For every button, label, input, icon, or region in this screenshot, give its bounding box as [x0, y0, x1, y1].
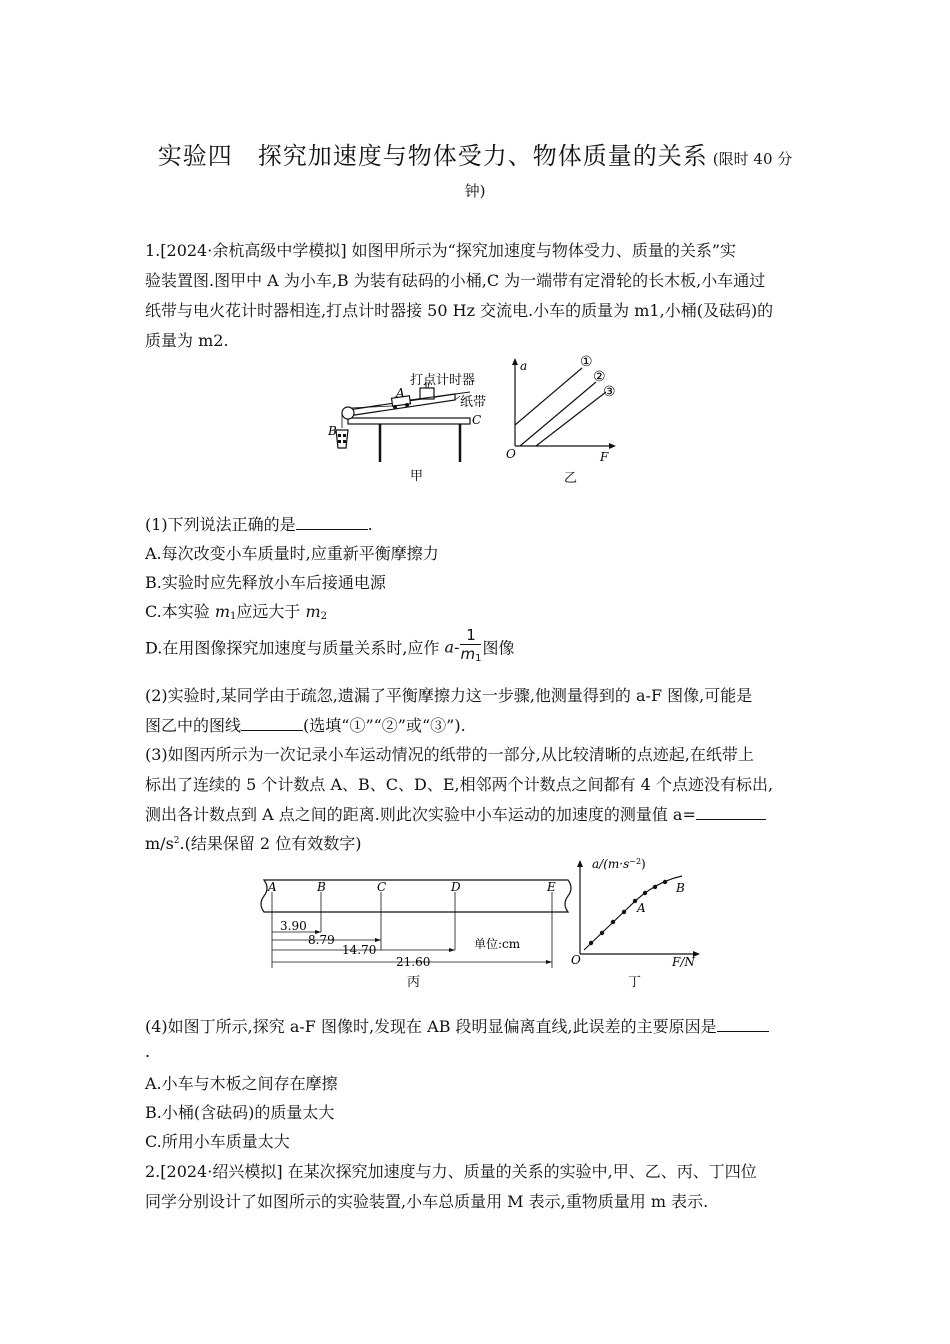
q1-sub2-line-2: 图乙中的图线 (选填“①”“②”或“③”).: [145, 716, 466, 735]
q1-sub1-option-b: B.实验时应先释放小车后接通电源: [145, 573, 386, 592]
title-main: 实验四 探究加速度与物体受力、物体质量的关系: [157, 142, 708, 170]
answer-blank-1[interactable]: [296, 513, 368, 530]
table-top: [348, 418, 470, 424]
label-B: B: [328, 424, 337, 438]
distance-4: 21.60: [396, 955, 431, 969]
q1-sub4-line-2: .: [145, 1042, 151, 1061]
title-time-limit-cont: 钟): [464, 182, 486, 200]
answer-blank-2[interactable]: [241, 714, 303, 731]
answer-blank-4[interactable]: [717, 1015, 769, 1032]
q1-sub1-stem: [145, 512, 373, 535]
graph-line-2: [520, 382, 596, 446]
q2-line-1: 2.[2024·绍兴模拟] 在某次探究加速度与力、质量的关系的实验中,甲、乙、丙、丁四位: [145, 1162, 757, 1181]
graph-yi-axis-F: F: [600, 450, 609, 464]
q1-sub4-line-1: (4)如图丁所示,探究 a-F 图像时,发现在 AB 段明显偏离直线,此误差的主要原因是: [145, 1014, 769, 1037]
tape-point-A: A: [268, 880, 277, 894]
graph-label-3: ③: [603, 384, 616, 400]
graph-ding-label-B: B: [676, 881, 685, 895]
q2-line-2: 同学分别设计了如图所示的实验装置,小车总质量用 M 表示,重物质量用 m 表示.: [145, 1192, 709, 1211]
q1-intro-line-4: 质量为 m2.: [145, 331, 229, 350]
caption-ding: 丁: [628, 975, 642, 990]
q1-intro-line-3: 纸带与电火花计时器相连,打点计时器接 50 Hz 交流电.小车的质量为 m1,小桶(及砝码)的: [145, 301, 774, 320]
fraction-one-over-m1: $\frac{1}{m_1}$: [460, 626, 482, 664]
distance-1: 3.90: [280, 919, 307, 933]
graph-ding-axis-y: $a/(m\cdot s^{-2})$: [592, 857, 646, 871]
tape-point-D: D: [451, 880, 461, 894]
graph-label-2: ②: [593, 369, 606, 385]
q1-sub1-stem-text: (1)下列说法正确的是: [145, 515, 296, 534]
caption-yi: 乙: [564, 471, 578, 486]
graph-yi-axis-a: a: [520, 359, 528, 373]
title-time-limit: (限时 40 分: [712, 150, 793, 168]
label-tape: 纸带: [460, 395, 487, 410]
bucket-B: [336, 430, 348, 448]
tape-point-E: E: [547, 880, 556, 894]
tape-point-B: B: [317, 880, 326, 894]
tape-point-C: C: [377, 880, 387, 894]
label-timer: 打点计时器: [410, 373, 476, 388]
q1-sub3-line-3: 测出各计数点到 A 点之间的距离.则此次实验中小车运动的加速度的测量值 a=: [145, 802, 766, 825]
q1-sub3-line-2: 标出了连续的 5 个计数点 A、B、C、D、E,相邻两个计数点之间都有 4 个点迹没有标出,: [145, 775, 774, 794]
answer-blank-3[interactable]: [696, 803, 766, 820]
graph-line-1: [515, 368, 582, 425]
q1-intro-line-1: 1.[2024·余杭高级中学模拟] 如图甲所示为“探究加速度与物体受力、质量的关系”实: [145, 241, 737, 260]
graph-yi-origin: O: [506, 447, 516, 461]
graph-label-1: ①: [580, 354, 593, 370]
caption-bing: 丙: [407, 975, 421, 990]
q1-sub4-option-b: B.小桶(含砝码)的质量太大: [145, 1103, 335, 1122]
label-A: A: [396, 386, 405, 400]
page-title: [0, 136, 950, 179]
q1-sub1-stem-end: .: [367, 515, 373, 534]
paper-tape-outline: [261, 880, 571, 912]
graph-ding-label-A: A: [637, 901, 646, 915]
caption-jia: 甲: [410, 469, 424, 484]
q1-sub1-option-d: D.在用图像探究加速度与质量关系时,应作 a- $\frac{1}{m_1}$ 图像: [145, 626, 515, 668]
figure-apparatus-and-graph: [320, 350, 630, 490]
q1-sub4-option-c: C.所用小车质量太大: [145, 1132, 290, 1151]
label-C: C: [472, 413, 482, 427]
distance-3: 14.70: [342, 943, 377, 957]
unit-label: 单位:cm: [474, 937, 521, 951]
q1-intro-line-2: 验装置图.图甲中 A 为小车,B 为装有砝码的小桶,C 为一端带有定滑轮的长木板,小车通过: [145, 271, 766, 290]
q1-sub2-line-1: (2)实验时,某同学由于疏忽,遗漏了平衡摩擦力这一步骤,他测量得到的 a-F 图像,可能是: [145, 686, 753, 705]
graph-ding-axis-x: F/N: [672, 955, 695, 969]
q1-sub1-option-a: A.每次改变小车质量时,应重新平衡摩擦力: [145, 544, 439, 563]
q1-sub3-line-4: $m/s^2$.(结果保留 2 位有效数字): [145, 834, 362, 853]
q1-sub3-line-1: (3)如图丙所示为一次记录小车运动情况的纸带的一部分,从比较清晰的点迹起,在纸带上: [145, 745, 754, 764]
curve-data-points: [589, 880, 667, 945]
a-F-curve: [584, 876, 682, 950]
q1-sub1-option-c: C.本实验 $m_1$应远大于 $m_2$: [145, 602, 328, 622]
graph-line-3: [536, 392, 606, 446]
q1-sub4-option-a: A.小车与木板之间存在摩擦: [145, 1074, 338, 1093]
distance-2: 8.79: [308, 933, 335, 947]
pulley: [342, 407, 354, 419]
figure-tape-and-curve: [250, 850, 710, 995]
graph-ding-origin: O: [571, 953, 581, 967]
